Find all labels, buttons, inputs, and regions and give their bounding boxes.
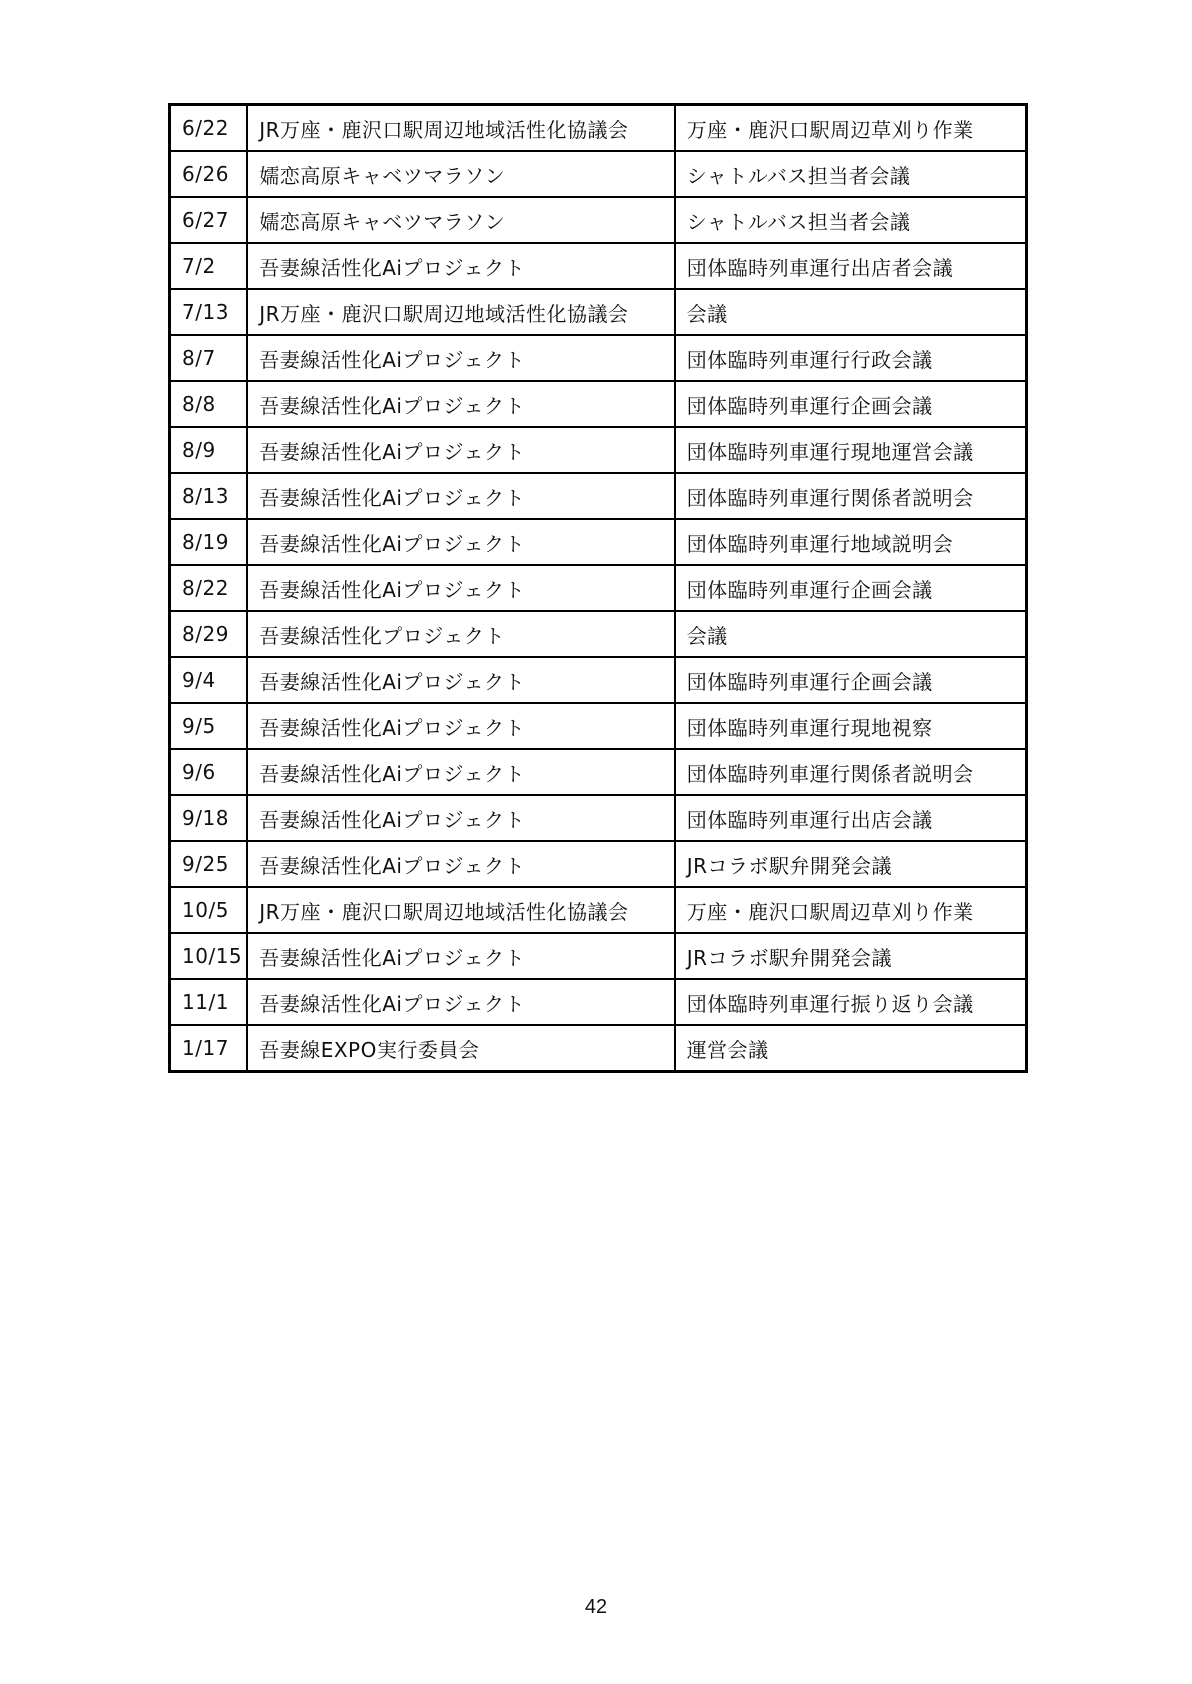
date-cell: 8/8 [170,381,248,427]
table-row [170,335,1027,381]
organization-cell: 吾妻線活性化Aiプロジェクト [247,795,674,841]
event-cell: 会議 [675,289,1027,335]
table-row [170,841,1027,887]
table-row [170,979,1027,1025]
date-cell: 8/9 [170,427,248,473]
table-row [170,611,1027,657]
organization-cell: 吾妻線活性化Aiプロジェクト [247,933,674,979]
table-row [170,657,1027,703]
event-cell: 団体臨時列車運行振り返り会議 [675,979,1027,1025]
date-cell: 9/6 [170,749,248,795]
table-row [170,887,1027,933]
date-cell: 1/17 [170,1025,248,1072]
event-cell: 団体臨時列車運行現地視察 [675,703,1027,749]
event-cell: 団体臨時列車運行企画会議 [675,657,1027,703]
event-cell: 会議 [675,611,1027,657]
date-cell: 6/22 [170,105,248,152]
date-cell: 9/18 [170,795,248,841]
organization-cell: 吾妻線活性化Aiプロジェクト [247,519,674,565]
event-cell: 団体臨時列車運行関係者説明会 [675,473,1027,519]
table-row [170,519,1027,565]
table-row [170,243,1027,289]
table-row [170,933,1027,979]
date-cell: 7/2 [170,243,248,289]
organization-cell: 吾妻線活性化Aiプロジェクト [247,381,674,427]
organization-cell: 嬬恋高原キャベツマラソン [247,197,674,243]
organization-cell: JR万座・鹿沢口駅周辺地域活性化協議会 [247,887,674,933]
event-cell: 団体臨時列車運行出店者会議 [675,243,1027,289]
date-cell: 10/15 [170,933,248,979]
date-cell: 6/26 [170,151,248,197]
table-row [170,565,1027,611]
table-row [170,427,1027,473]
organization-cell: JR万座・鹿沢口駅周辺地域活性化協議会 [247,289,674,335]
date-cell: 9/25 [170,841,248,887]
page-number: 42 [584,1596,608,1618]
event-cell: JRコラボ駅弁開発会議 [675,841,1027,887]
organization-cell: 吾妻線活性化Aiプロジェクト [247,657,674,703]
table-row [170,289,1027,335]
event-cell: シャトルバス担当者会議 [675,197,1027,243]
table-row [170,749,1027,795]
event-cell: 団体臨時列車運行出店会議 [675,795,1027,841]
organization-cell: 吾妻線活性化Aiプロジェクト [247,243,674,289]
date-cell: 8/13 [170,473,248,519]
organization-cell: 吾妻線活性化Aiプロジェクト [247,335,674,381]
organization-cell: 吾妻線活性化Aiプロジェクト [247,703,674,749]
event-cell: 団体臨時列車運行企画会議 [675,381,1027,427]
date-cell: 8/19 [170,519,248,565]
date-cell: 6/27 [170,197,248,243]
table-row [170,703,1027,749]
event-cell: 団体臨時列車運行現地運営会議 [675,427,1027,473]
organization-cell: 吾妻線EXPO実行委員会 [247,1025,674,1072]
event-cell: 万座・鹿沢口駅周辺草刈り作業 [675,105,1027,152]
event-cell: 団体臨時列車運行地域説明会 [675,519,1027,565]
event-cell: JRコラボ駅弁開発会議 [675,933,1027,979]
table-row [170,795,1027,841]
organization-cell: 吾妻線活性化Aiプロジェクト [247,979,674,1025]
event-cell: 万座・鹿沢口駅周辺草刈り作業 [675,887,1027,933]
event-cell: 団体臨時列車運行企画会議 [675,565,1027,611]
organization-cell: 吾妻線活性化プロジェクト [247,611,674,657]
table-body [170,105,1027,1072]
table-row [170,105,1027,152]
organization-cell: 吾妻線活性化Aiプロジェクト [247,749,674,795]
date-cell: 9/4 [170,657,248,703]
table-row [170,1025,1027,1072]
event-cell: 団体臨時列車運行行政会議 [675,335,1027,381]
date-cell: 11/1 [170,979,248,1025]
organization-cell: 吾妻線活性化Aiプロジェクト [247,841,674,887]
event-cell: 運営会議 [675,1025,1027,1072]
table-row [170,381,1027,427]
table-row [170,473,1027,519]
table-row [170,197,1027,243]
organization-cell: 吾妻線活性化Aiプロジェクト [247,473,674,519]
date-cell: 9/5 [170,703,248,749]
table-row [170,151,1027,197]
organization-cell: 吾妻線活性化Aiプロジェクト [247,427,674,473]
organization-cell: 吾妻線活性化Aiプロジェクト [247,565,674,611]
organization-cell: JR万座・鹿沢口駅周辺地域活性化協議会 [247,105,674,152]
date-cell: 8/7 [170,335,248,381]
activity-table [168,103,1028,1073]
organization-cell: 嬬恋高原キャベツマラソン [247,151,674,197]
event-cell: 団体臨時列車運行関係者説明会 [675,749,1027,795]
event-cell: シャトルバス担当者会議 [675,151,1027,197]
date-cell: 8/22 [170,565,248,611]
date-cell: 7/13 [170,289,248,335]
date-cell: 8/29 [170,611,248,657]
date-cell: 10/5 [170,887,248,933]
